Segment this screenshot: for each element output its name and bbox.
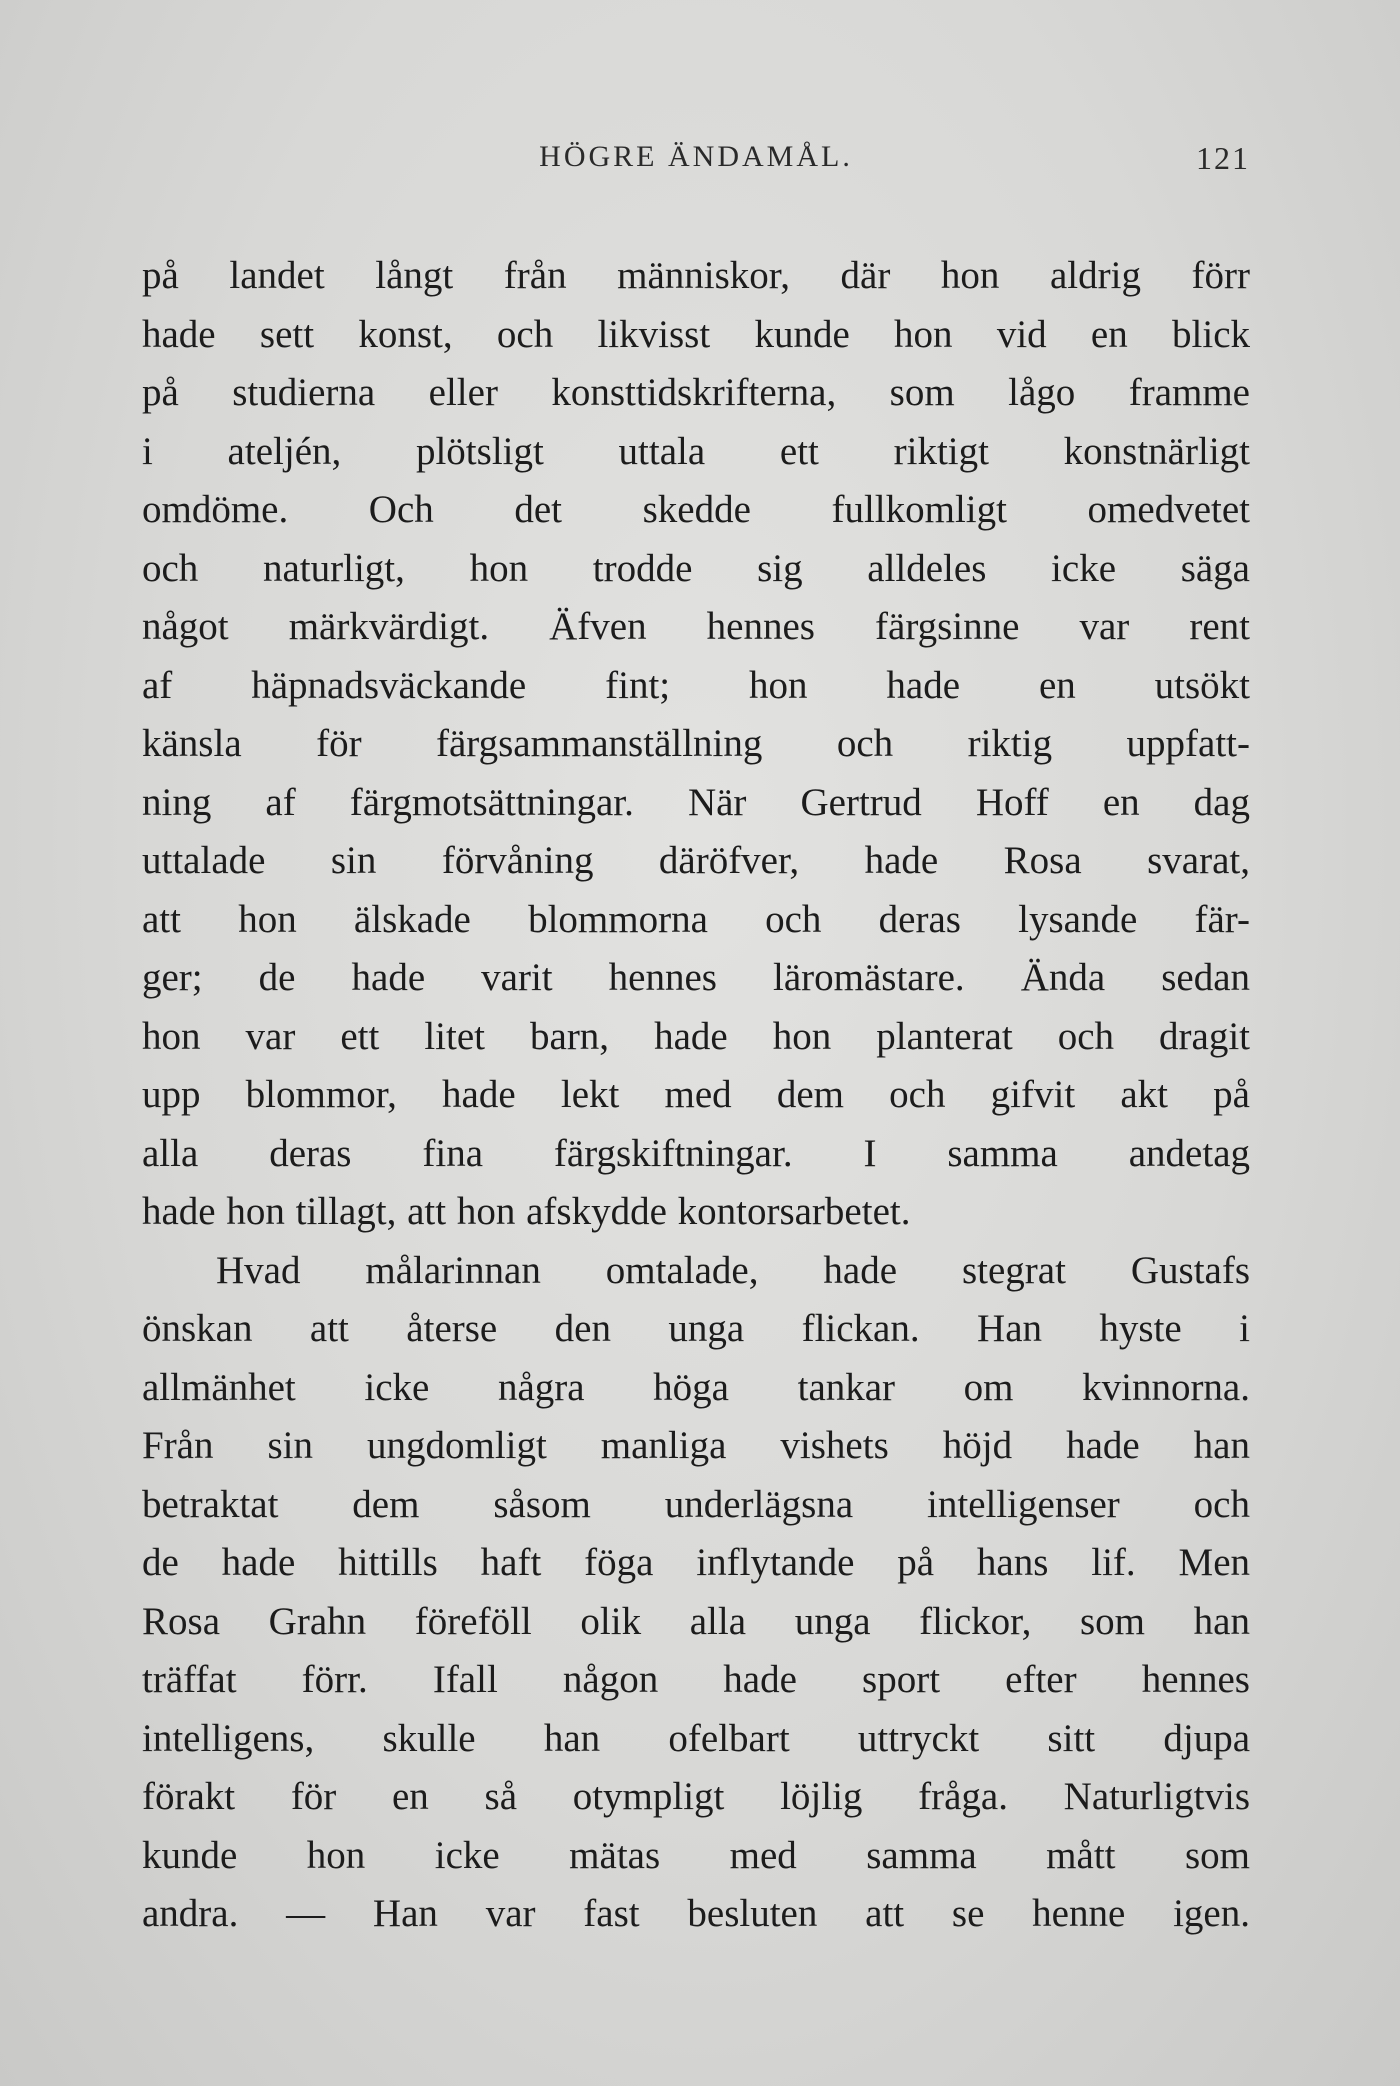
text-line: och naturligt, hon trodde sig alldeles icke säga bbox=[142, 546, 1250, 590]
text-line: träffat förr. Ifall någon hade sport efter hennes bbox=[142, 1658, 1250, 1701]
text-line: ger; de hade varit hennes läromästare. Ända sedan bbox=[142, 956, 1250, 999]
text-line: ning af färgmotsättningar. När Gertrud Hoff en dag bbox=[142, 780, 1250, 824]
text-line: något märkvärdigt. Äfven hennes färgsinne var rent bbox=[142, 605, 1250, 648]
text-line: uttalade sin förvåning däröfver, hade Rosa svarat, bbox=[142, 839, 1250, 882]
text-line: Rosa Grahn föreföll olik alla unga flickor, som han bbox=[142, 1599, 1250, 1643]
text-line: kunde hon icke mätas med samma mått som bbox=[142, 1833, 1250, 1877]
text-line: på studierna eller konsttidskrifterna, som lågo framme bbox=[142, 371, 1250, 414]
text-line: Hvad målarinnan omtalade, hade stegrat Gustafs bbox=[216, 1248, 1250, 1292]
running-title: HÖGRE ÄNDAMÅL. bbox=[539, 140, 853, 173]
text-line: hade sett konst, och likvisst kunde hon vid en blick bbox=[142, 312, 1250, 356]
text-line: i ateljén, plötsligt uttala ett riktigt konstnärligt bbox=[142, 429, 1250, 473]
body-text bbox=[142, 247, 1250, 1944]
text-line: på landet långt från människor, där hon aldrig förr bbox=[142, 254, 1250, 297]
text-line: upp blommor, hade lekt med dem och gifvit akt på bbox=[142, 1073, 1250, 1116]
page-number: 121 bbox=[1196, 140, 1250, 176]
text-line: förakt för en så otympligt löjlig fråga. Naturligtvis bbox=[142, 1775, 1250, 1818]
text-line: andra. — Han var fast besluten att se henne igen. bbox=[142, 1892, 1250, 1935]
text-line: Från sin ungdomligt manliga vishets höjd hade han bbox=[142, 1424, 1250, 1467]
text-line: betraktat dem såsom underlägsna intelligenser och bbox=[142, 1482, 1250, 1526]
text-line: omdöme. Och det skedde fullkomligt omedvetet bbox=[142, 488, 1250, 531]
text-line: känsla för färgsammanställning och riktig uppfatt- bbox=[142, 722, 1250, 765]
text-line: allmänhet icke några höga tankar om kvinnorna. bbox=[142, 1365, 1250, 1409]
text-line: hade hon tillagt, att hon afskydde kontorsarbetet. bbox=[142, 1190, 911, 1233]
running-head bbox=[142, 140, 1250, 180]
text-line: intelligens, skulle han ofelbart uttryckt sitt djupa bbox=[142, 1716, 1250, 1760]
text-line: de hade hittills haft föga inflytande på hans lif. Men bbox=[142, 1541, 1250, 1584]
text-line: af häpnadsväckande fint; hon hade en utsökt bbox=[142, 663, 1250, 707]
text-line: att hon älskade blommorna och deras lysande fär- bbox=[142, 897, 1250, 941]
text-line: önskan att återse den unga flickan. Han hyste i bbox=[142, 1307, 1250, 1350]
text-line: alla deras fina färgskiftningar. I samma andetag bbox=[142, 1131, 1250, 1175]
text-line: hon var ett litet barn, hade hon planterat och dragit bbox=[142, 1014, 1250, 1058]
